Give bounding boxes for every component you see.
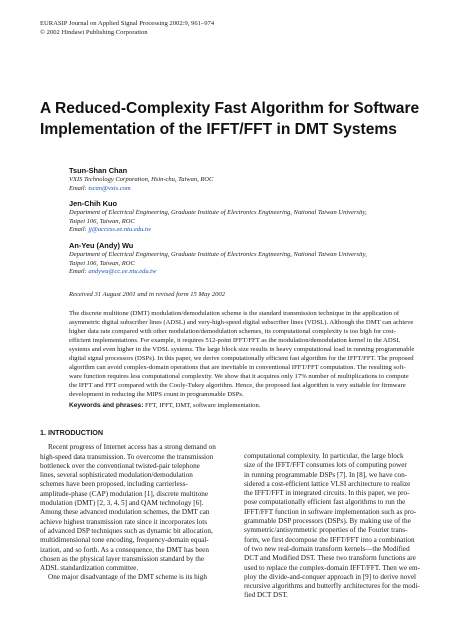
- abstract-line: systems and even higher in the VDSL systems. The large block size results in heavy computational load in running programmable: [69, 346, 415, 354]
- abstract-line: the IFFT and FFT compared with the Cooly-Tukey algorithm. Hence, the proposed fast algorithm is very suitable for firmware: [69, 382, 406, 390]
- body-line: fied DCT DST.: [244, 591, 288, 600]
- author-affiliation: Department of Electrical Engineering, Graduate Institute of Electronics Engineering, National Taiwan University,: [69, 250, 367, 258]
- author-name: An-Yeu (Andy) Wu: [69, 240, 134, 250]
- body-column-right: [244, 452, 441, 601]
- body-line: chosen as the physical layer transmission standard by the: [40, 554, 205, 563]
- abstract-line: algorithm can avoid complex-domain operations that are inevitable in conventional IFFT/FFT computation. The resulting soft-: [69, 364, 406, 372]
- journal-copyright: © 2002 Hindawi Publishing Corporation: [40, 29, 148, 36]
- abstract-line: efficient implementations. For example, it requires 512-point IFFT/FFT as the modulation/demodulation kernel in the ADSL: [69, 337, 401, 345]
- body-line: bottleneck over the conventional twisted-pair telephone: [40, 461, 200, 470]
- body-column-left: [40, 428, 236, 583]
- keywords-label: Keywords and phrases:: [69, 402, 144, 409]
- body-line: sidered a cost-efficient lattice VLSI architecture to realize: [244, 479, 411, 488]
- abstract: [69, 309, 436, 399]
- body-line: ploy the divide-and-conquer approach in [9] to derive novel: [244, 572, 417, 581]
- received-date: Received 31 August 2001 and in revised form 15 May 2002: [69, 291, 226, 298]
- body-line: computational complexity. In particular, the large block: [244, 452, 404, 460]
- title-line-1: A Reduced-Complexity Fast Algorithm for Software: [40, 100, 420, 117]
- body-line: pose computationally efficient fast algorithms to run the: [244, 498, 406, 507]
- abstract-line: development in reducing the MIPS count in programmable DSPs.: [69, 391, 244, 399]
- email-label: Email:: [69, 226, 87, 234]
- author-affiliation: Taipei 106, Taiwan, ROC: [69, 217, 135, 225]
- author-affiliation: Taipei 106, Taiwan, ROC: [69, 259, 135, 267]
- body-line: of two new real-domain transform kernels—the Modified: [244, 544, 410, 553]
- paper-title: [40, 98, 460, 140]
- body-line: the IFFT/FFT in integrated circuits. In this paper, we pro-: [244, 489, 410, 498]
- body-line: amplitude-phase (CAP) modulation [1], discrete multitone: [40, 489, 209, 498]
- author-name: Tsun-Shan Chan: [69, 166, 128, 175]
- body-line: achieve highest transmission rate since it incorporates lots: [40, 517, 208, 526]
- author-list: [69, 166, 449, 283]
- abstract-line: higher data rate compared with other modulation/demodulation schemes, its computational complexity is too high for cost-: [69, 328, 396, 336]
- author-email-line: [69, 226, 449, 235]
- body-line: symmetric/antisymmetric properties of the Fourier trans-: [244, 526, 408, 535]
- body-line: in running programmable DSPs [7]. In [8], we have con-: [244, 470, 408, 479]
- body-line: DCT and Modified DST. These two transform functions are: [244, 554, 416, 563]
- keywords-text: FFT, IFFT, DMT, software implementation.: [145, 402, 261, 409]
- body-line: Among these advanced modulation schemes, the DMT can: [40, 508, 210, 517]
- body-line: IFFT/FFT function in software implementation such as pro-: [244, 507, 417, 516]
- body-line: lines, several sophisticated modulation/demodulation: [40, 471, 193, 480]
- journal-citation: EURASIP Journal on Applied Signal Processing 2002:9, 961–974: [40, 20, 215, 27]
- author-block: [69, 241, 449, 277]
- body-line: modulation (DMT) [2, 3, 4, 5] and QAM technology [6].: [40, 499, 204, 508]
- author-email-line: [69, 268, 449, 277]
- author-affiliation: VXIS Technology Corporation, Hsin-chu, Taiwan, ROC: [69, 176, 214, 183]
- author-name: Jen-Chih Kuo: [69, 199, 118, 209]
- author-email-line: [69, 185, 449, 194]
- body-line: Recent progress of Internet access has a strong demand on: [48, 443, 216, 452]
- journal-header: [40, 19, 214, 37]
- body-line: form, we first decompose the IFFT/FFT into a combination: [244, 535, 415, 544]
- author-email-link[interactable]: jj@access.ee.ntu.edu.tw: [88, 226, 151, 234]
- author-email-link[interactable]: andywu@cc.ee.ntu.edu.tw: [88, 268, 157, 276]
- author-block: [69, 199, 449, 235]
- abstract-line: The discrete multitone (DMT) modulation/demodulation scheme is the standard transmission technique in the application of: [69, 310, 400, 317]
- abstract-line: ware function requires less computational complexity. We show that it acquires only 17% number of multiplications to compute: [69, 373, 409, 381]
- author-affiliation: Department of Electrical Engineering, Graduate Institute of Electronics Engineering, National Taiwan University,: [69, 209, 367, 217]
- body-line: ADSL standardization committee.: [40, 564, 139, 573]
- author-block: [69, 166, 449, 193]
- body-line: size of the IFFT/FFT consumes lots of computing power: [244, 461, 407, 470]
- email-label: Email:: [69, 184, 87, 192]
- body-line: used to replace the complex-domain IFFT/FFT. Then we em-: [244, 563, 420, 572]
- body-line: ization, and so forth. As a consequence, the DMT has been: [40, 545, 209, 554]
- body-line: grammable DSP processors (DSPs). By making use of the: [244, 517, 411, 526]
- abstract-line: asymmetric digital subscriber lines (ADSL) and very-high-speed digital subscriber lines (VDSL). Although the DMT can achieve: [69, 319, 414, 327]
- body-line: One major disadvantage of the DMT scheme is its high: [48, 573, 207, 582]
- section-heading: 1. INTRODUCTION: [40, 428, 104, 437]
- email-label: Email:: [69, 268, 87, 276]
- author-email-link[interactable]: tscan@vxis.com: [88, 184, 131, 192]
- body-line: high-speed data transmission. To overcome the transmission: [40, 452, 214, 461]
- body-line: recursive algorithms and butterfly architectures for the modi-: [244, 582, 420, 591]
- keywords: [69, 402, 260, 409]
- body-line: multidimensional tone encoding, frequency-domain equal-: [40, 536, 209, 545]
- body-line: of advanced DSP techniques such as dynamic bit allocation,: [40, 526, 213, 535]
- body-line: schemes have been proposed, including carrierless-: [40, 480, 188, 489]
- title-line-2: Implementation of the IFFT/FFT in DMT Systems: [40, 121, 397, 138]
- abstract-line: digital signal processors (DSPs). In this paper, we derive computationally efficient fast algorithm for the IFFT/FFT. The proposed: [69, 355, 414, 363]
